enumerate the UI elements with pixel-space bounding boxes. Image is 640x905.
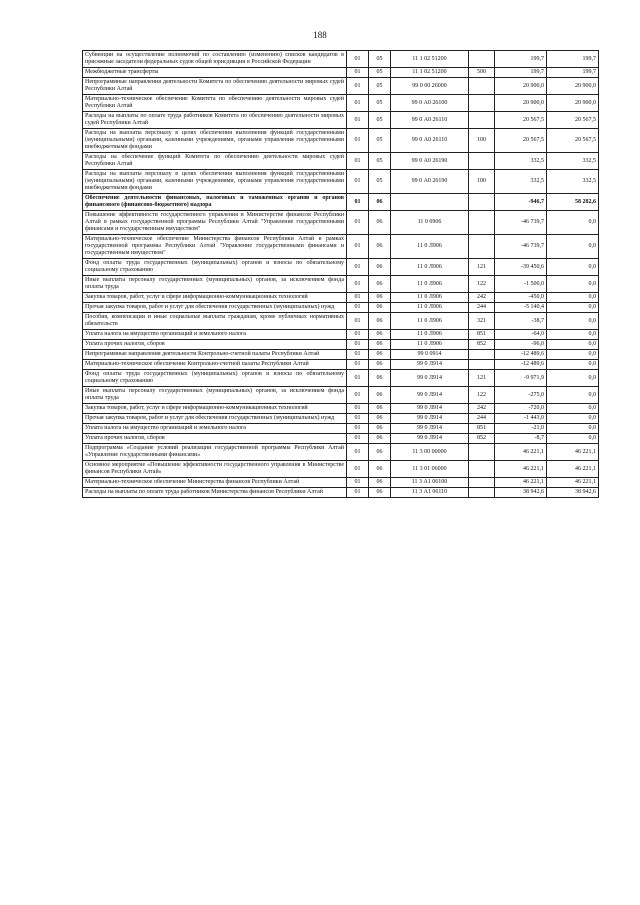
page-number: 188 — [313, 30, 327, 40]
cell-target-article: 11 0 Л906 — [391, 276, 469, 293]
cell-expense-type: 100 — [469, 170, 495, 194]
cell-expense-name: Закупка товаров, работ, услуг в сфере информационно-коммуникационных технологий — [83, 293, 347, 303]
table-row — [83, 350, 599, 360]
cell-target-article: 11 0 Л906 — [391, 293, 469, 303]
cell-subsection: 05 — [369, 170, 391, 194]
cell-expense-name: Субвенции на осуществление полномочий по составлению (изменению) списков кандидатов в присяжные заседатели федеральных судов общей юрисдикции в Российской Федерации — [83, 51, 347, 68]
cell-target-article: 99 0 А0 26190 — [391, 153, 469, 170]
cell-subsection: 06 — [369, 303, 391, 313]
cell-expense-name: Расходы на выплаты персоналу в целях обеспечения выполнения функций государственными (муниципальными) органами, казенными учреждениями, органами управления государственными внебюджетными фондами — [83, 129, 347, 153]
cell-target-article: 11 0 Л906 — [391, 259, 469, 276]
cell-expense-name: Расходы на выплаты по оплате труда работников Министерства финансов Республики Алтай — [83, 488, 347, 498]
cell-target-article: 99 0 А0 26100 — [391, 95, 469, 112]
cell-subsection: 06 — [369, 360, 391, 370]
table-row — [83, 276, 599, 293]
cell-expense-name: Расходы на выплаты персоналу в целях обеспечения выполнения функций государственными (муниципальными) органами, казенными учреждениями, органами управления государственными внебюджетными фондами — [83, 170, 347, 194]
cell-expense-name: Межбюджетные трансферты — [83, 68, 347, 78]
table-row — [83, 404, 599, 414]
cell-section: 01 — [347, 488, 369, 498]
cell-target-article: 11 0 Л906 — [391, 330, 469, 340]
cell-expense-name: Непрограммные направления деятельности Комитета по обеспечению деятельности мировых судей Республики Алтай — [83, 78, 347, 95]
cell-subsection: 05 — [369, 78, 391, 95]
table-row — [83, 51, 599, 68]
cell-section: 01 — [347, 153, 369, 170]
table-row — [83, 112, 599, 129]
table-row — [83, 387, 599, 404]
cell-amount-change: 46 221,1 — [495, 478, 547, 488]
cell-expense-type: 500 — [469, 68, 495, 78]
cell-expense-name: Расходы на выплаты по оплате труда работников Комитета по обеспечению деятельности мировых судей Республики Алтай — [83, 112, 347, 129]
cell-amount-change: -9 971,9 — [495, 370, 547, 387]
cell-section: 01 — [347, 313, 369, 330]
cell-section: 01 — [347, 303, 369, 313]
table-row — [83, 211, 599, 235]
cell-amount-total: 46 221,1 — [547, 478, 599, 488]
cell-expense-type: 851 — [469, 330, 495, 340]
table-row — [83, 153, 599, 170]
cell-section: 01 — [347, 404, 369, 414]
cell-target-article: 99 0 Л914 — [391, 414, 469, 424]
cell-target-article: 99 0 00 26000 — [391, 78, 469, 95]
cell-amount-total: 332,5 — [547, 170, 599, 194]
cell-amount-change: -946,7 — [495, 194, 547, 211]
cell-subsection: 05 — [369, 68, 391, 78]
cell-expense-name: Обеспечение деятельности финансовых, налоговых и таможенных органов и органов финансового (финансово-бюджетного) надзора — [83, 194, 347, 211]
cell-amount-change: 20 900,0 — [495, 95, 547, 112]
cell-amount-total: 38 942,6 — [547, 488, 599, 498]
cell-expense-type: 121 — [469, 259, 495, 276]
cell-subsection: 06 — [369, 259, 391, 276]
cell-section: 01 — [347, 129, 369, 153]
cell-expense-type — [469, 360, 495, 370]
cell-amount-total: 20 900,0 — [547, 95, 599, 112]
cell-expense-name: Иные выплаты персоналу государственных (муниципальных) органов, за исключением фонда оплаты труда — [83, 387, 347, 404]
cell-amount-change: 199,7 — [495, 68, 547, 78]
cell-target-article: 11 0 Л906 — [391, 235, 469, 259]
cell-subsection: 06 — [369, 340, 391, 350]
cell-expense-type: 242 — [469, 293, 495, 303]
cell-amount-total: 0,0 — [547, 293, 599, 303]
cell-amount-total: 46 221,1 — [547, 444, 599, 461]
cell-target-article: 99 0 Л914 — [391, 387, 469, 404]
budget-table — [82, 50, 599, 498]
cell-expense-type — [469, 461, 495, 478]
cell-expense-type: 852 — [469, 434, 495, 444]
cell-amount-total: 0,0 — [547, 211, 599, 235]
cell-amount-total: 0,0 — [547, 330, 599, 340]
cell-expense-name: Уплата прочих налогов, сборов — [83, 434, 347, 444]
cell-section: 01 — [347, 414, 369, 424]
table-row — [83, 313, 599, 330]
cell-amount-total: 46 221,1 — [547, 461, 599, 478]
cell-subsection: 06 — [369, 434, 391, 444]
cell-expense-name: Уплата налога на имущество организаций и земельного налога — [83, 330, 347, 340]
cell-target-article — [391, 194, 469, 211]
cell-amount-total: 0,0 — [547, 259, 599, 276]
cell-subsection: 06 — [369, 461, 391, 478]
cell-subsection: 06 — [369, 293, 391, 303]
cell-expense-type — [469, 235, 495, 259]
cell-amount-change: -46 739,7 — [495, 235, 547, 259]
cell-expense-name: Прочая закупка товаров, работ и услуг для обеспечения государственных (муниципальных) нужд — [83, 414, 347, 424]
cell-section: 01 — [347, 78, 369, 95]
table-row — [83, 330, 599, 340]
cell-amount-total: 0,0 — [547, 350, 599, 360]
cell-subsection: 06 — [369, 387, 391, 404]
cell-amount-change: -21,0 — [495, 424, 547, 434]
cell-section: 01 — [347, 444, 369, 461]
cell-expense-name: Материально-техническое обеспечение Контрольно-счетной палаты Республики Алтай — [83, 360, 347, 370]
cell-subsection: 06 — [369, 488, 391, 498]
cell-target-article: 11 0 Л906 — [391, 313, 469, 330]
table-row — [83, 340, 599, 350]
cell-subsection: 06 — [369, 478, 391, 488]
table-row — [83, 194, 599, 211]
cell-amount-change: 332,5 — [495, 170, 547, 194]
cell-expense-name: Расходы на обеспечение функций Комитета по обеспечению деятельности мировых судей Республики Алтай — [83, 153, 347, 170]
cell-target-article: 11 3 01 06000 — [391, 461, 469, 478]
cell-expense-type: 121 — [469, 370, 495, 387]
cell-section: 01 — [347, 170, 369, 194]
cell-section: 01 — [347, 350, 369, 360]
cell-expense-name: Закупка товаров, работ, услуг в сфере информационно-коммуникационных технологий — [83, 404, 347, 414]
cell-target-article: 99 0 А0 26110 — [391, 129, 469, 153]
table-row — [83, 360, 599, 370]
cell-subsection: 06 — [369, 370, 391, 387]
cell-amount-total: 332,5 — [547, 153, 599, 170]
cell-amount-change: -5 140,4 — [495, 303, 547, 313]
cell-expense-name: Основное мероприятие «Повышение эффективности государственного управления в Министерстве финансов Республики Алтай» — [83, 461, 347, 478]
cell-section: 01 — [347, 434, 369, 444]
cell-section: 01 — [347, 276, 369, 293]
cell-amount-change: 199,7 — [495, 51, 547, 68]
cell-expense-name: Уплата прочих налогов, сборов — [83, 340, 347, 350]
cell-amount-change: 20 567,5 — [495, 129, 547, 153]
cell-target-article: 11 0 Л906 — [391, 340, 469, 350]
cell-amount-change: 46 221,1 — [495, 461, 547, 478]
cell-section: 01 — [347, 95, 369, 112]
cell-expense-type — [469, 153, 495, 170]
cell-subsection: 06 — [369, 444, 391, 461]
cell-target-article: 99 0 Л914 — [391, 404, 469, 414]
cell-amount-change: -275,0 — [495, 387, 547, 404]
cell-expense-name: Прочая закупка товаров, работ и услуг для обеспечения государственных (муниципальных) нужд — [83, 303, 347, 313]
cell-expense-name: Подпрограмма «Создание условий реализации государственной программы Республики Алтай «Управление государственными финансами» — [83, 444, 347, 461]
cell-amount-total: 0,0 — [547, 313, 599, 330]
cell-expense-type: 852 — [469, 340, 495, 350]
cell-expense-name: Фонд оплаты труда государственных (муниципальных) органов и взносы по обязательному социальному страхованию — [83, 259, 347, 276]
cell-subsection: 06 — [369, 404, 391, 414]
cell-amount-change: 20 900,0 — [495, 78, 547, 95]
cell-amount-change: 20 567,5 — [495, 112, 547, 129]
cell-section: 01 — [347, 293, 369, 303]
cell-amount-total: 0,0 — [547, 340, 599, 350]
cell-amount-total: 0,0 — [547, 303, 599, 313]
cell-amount-change: -450,0 — [495, 293, 547, 303]
cell-section: 01 — [347, 194, 369, 211]
cell-expense-type — [469, 478, 495, 488]
cell-amount-change: 38 942,6 — [495, 488, 547, 498]
cell-amount-change: 332,5 — [495, 153, 547, 170]
table-row — [83, 303, 599, 313]
cell-amount-change: -1 500,0 — [495, 276, 547, 293]
cell-target-article: 11 3 00 00000 — [391, 444, 469, 461]
cell-subsection: 05 — [369, 129, 391, 153]
cell-amount-total: 0,0 — [547, 424, 599, 434]
table-row — [83, 95, 599, 112]
cell-expense-name: Фонд оплаты труда государственных (муниципальных) органов и взносы по обязательному социальному страхованию — [83, 370, 347, 387]
cell-section: 01 — [347, 68, 369, 78]
cell-amount-change: -12 489,6 — [495, 350, 547, 360]
cell-expense-type — [469, 78, 495, 95]
cell-amount-change: -64,0 — [495, 330, 547, 340]
table-row — [83, 259, 599, 276]
cell-amount-change: -1 443,0 — [495, 414, 547, 424]
cell-expense-type — [469, 444, 495, 461]
cell-subsection: 06 — [369, 211, 391, 235]
table-row — [83, 434, 599, 444]
cell-target-article: 99 0 Л914 — [391, 360, 469, 370]
table-row — [83, 488, 599, 498]
table-row — [83, 293, 599, 303]
cell-amount-total: 20 900,0 — [547, 78, 599, 95]
cell-subsection: 05 — [369, 112, 391, 129]
table-row — [83, 478, 599, 488]
cell-target-article: 99 0 Л914 — [391, 424, 469, 434]
cell-subsection: 06 — [369, 330, 391, 340]
cell-expense-name: Материально-техническое обеспечение Комитета по обеспечению деятельности мировых судей Республики Алтай — [83, 95, 347, 112]
cell-subsection: 06 — [369, 424, 391, 434]
cell-expense-type — [469, 95, 495, 112]
cell-section: 01 — [347, 461, 369, 478]
cell-target-article: 99 0 А0 26190 — [391, 170, 469, 194]
cell-amount-change: -720,0 — [495, 404, 547, 414]
cell-expense-type — [469, 350, 495, 360]
cell-expense-type — [469, 112, 495, 129]
cell-section: 01 — [347, 51, 369, 68]
cell-subsection: 06 — [369, 350, 391, 360]
cell-amount-total: 0,0 — [547, 414, 599, 424]
cell-target-article: 99 0 А0 26110 — [391, 112, 469, 129]
cell-target-article: 99 0 Л914 — [391, 370, 469, 387]
cell-expense-type — [469, 51, 495, 68]
cell-amount-total: 0,0 — [547, 404, 599, 414]
cell-expense-type: 321 — [469, 313, 495, 330]
cell-expense-type: 244 — [469, 414, 495, 424]
cell-section: 01 — [347, 330, 369, 340]
cell-section: 01 — [347, 478, 369, 488]
table-row — [83, 170, 599, 194]
cell-amount-total: 0,0 — [547, 235, 599, 259]
cell-amount-change: -38,7 — [495, 313, 547, 330]
cell-subsection: 06 — [369, 276, 391, 293]
cell-section: 01 — [347, 387, 369, 404]
cell-amount-change: -46 739,7 — [495, 211, 547, 235]
cell-subsection: 05 — [369, 95, 391, 112]
cell-subsection: 06 — [369, 194, 391, 211]
cell-amount-total: 20 567,5 — [547, 129, 599, 153]
cell-section: 01 — [347, 259, 369, 276]
cell-amount-total: 58 282,6 — [547, 194, 599, 211]
cell-section: 01 — [347, 370, 369, 387]
cell-amount-total: 199,7 — [547, 51, 599, 68]
cell-expense-name: Иные выплаты персоналу государственных (муниципальных) органов, за исключением фонда оплаты труда — [83, 276, 347, 293]
cell-section: 01 — [347, 235, 369, 259]
cell-expense-type: 100 — [469, 129, 495, 153]
cell-amount-total: 0,0 — [547, 276, 599, 293]
cell-target-article: 11 0 0906 — [391, 211, 469, 235]
table-row — [83, 424, 599, 434]
cell-section: 01 — [347, 340, 369, 350]
table-row — [83, 235, 599, 259]
cell-section: 01 — [347, 112, 369, 129]
cell-subsection: 05 — [369, 51, 391, 68]
table-row — [83, 68, 599, 78]
cell-expense-type: 122 — [469, 387, 495, 404]
cell-expense-type: 851 — [469, 424, 495, 434]
cell-amount-total: 199,7 — [547, 68, 599, 78]
cell-expense-name: Пособия, компенсации и иные социальные выплаты гражданам, кроме публичных нормативных обязательств — [83, 313, 347, 330]
cell-expense-name: Материально-техническое обеспечение Министерства финансов Республики Алтай — [83, 478, 347, 488]
cell-section: 01 — [347, 424, 369, 434]
table-row — [83, 370, 599, 387]
cell-amount-change: -39 450,6 — [495, 259, 547, 276]
cell-amount-change: 46 221,1 — [495, 444, 547, 461]
cell-subsection: 06 — [369, 235, 391, 259]
cell-expense-type — [469, 211, 495, 235]
cell-target-article: 11 3 А1 06110 — [391, 488, 469, 498]
cell-amount-change: -12 489,6 — [495, 360, 547, 370]
cell-amount-total: 20 567,5 — [547, 112, 599, 129]
cell-amount-total: 0,0 — [547, 370, 599, 387]
cell-target-article: 99 0 Л914 — [391, 434, 469, 444]
cell-expense-name: Повышение эффективности государственного управления в Министерстве финансов Республики Алтай в рамках государственной программы Республики Алтай "Управление государственными финансами и государственным имуществом" — [83, 211, 347, 235]
cell-subsection: 06 — [369, 313, 391, 330]
cell-target-article: 11 1 02 51200 — [391, 68, 469, 78]
cell-target-article: 99 0 0914 — [391, 350, 469, 360]
cell-expense-type — [469, 488, 495, 498]
cell-expense-name: Непрограммные направления деятельности Контрольно-счетной палаты Республики Алтай — [83, 350, 347, 360]
table-row — [83, 444, 599, 461]
table-row — [83, 461, 599, 478]
cell-expense-type: 244 — [469, 303, 495, 313]
cell-target-article: 11 1 02 51200 — [391, 51, 469, 68]
cell-expense-type: 122 — [469, 276, 495, 293]
cell-amount-change: -8,7 — [495, 434, 547, 444]
cell-amount-total: 0,0 — [547, 434, 599, 444]
cell-expense-name: Уплата налога на имущество организаций и земельного налога — [83, 424, 347, 434]
cell-expense-name: Материально-техническое обеспечение Министерства финансов Республики Алтай в рамках государственной программы Республики Алтай "Управление государственными финансами и государственным имуществом" — [83, 235, 347, 259]
cell-target-article: 11 3 А1 06100 — [391, 478, 469, 488]
cell-subsection: 05 — [369, 153, 391, 170]
table-row — [83, 414, 599, 424]
cell-subsection: 06 — [369, 414, 391, 424]
cell-expense-type — [469, 194, 495, 211]
cell-section: 01 — [347, 211, 369, 235]
cell-expense-type: 242 — [469, 404, 495, 414]
cell-target-article: 11 0 Л906 — [391, 303, 469, 313]
table-body — [83, 51, 599, 498]
cell-amount-change: -96,0 — [495, 340, 547, 350]
table-row — [83, 129, 599, 153]
cell-amount-total: 0,0 — [547, 360, 599, 370]
table-row — [83, 78, 599, 95]
cell-section: 01 — [347, 360, 369, 370]
cell-amount-total: 0,0 — [547, 387, 599, 404]
